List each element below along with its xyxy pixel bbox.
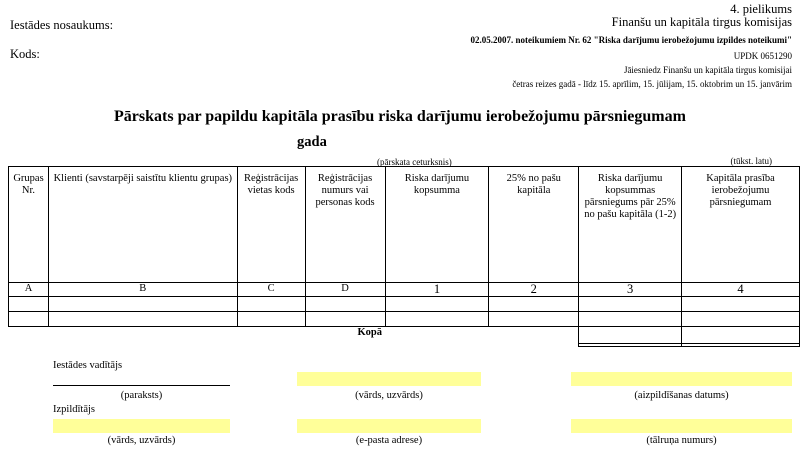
table-cell[interactable]: [305, 297, 385, 312]
table-cell[interactable]: [305, 312, 385, 327]
empty-cell: [305, 344, 385, 347]
table-cell[interactable]: [489, 297, 579, 312]
empty-cell: [48, 344, 237, 347]
executor-email-caption: (e-pasta adrese): [355, 435, 423, 446]
empty-cell: [9, 344, 49, 347]
completion-date-caption: (aizpildīšanas datums): [634, 390, 729, 401]
completion-date-field[interactable]: [571, 372, 792, 386]
table-cell[interactable]: [9, 312, 49, 327]
col-header-capital-requirement: Kapitāla prasība ierobežojumu pārsniegumam: [682, 167, 800, 283]
year-label: gada: [297, 134, 327, 150]
empty-cell: [489, 344, 579, 347]
submission-schedule: četras reizes gadā - līdz 15. aprīlim, 15. jūlijam, 15. oktobrim un 15. janvārim: [512, 79, 792, 89]
table-cell[interactable]: [579, 297, 682, 312]
updk-code: UPDK 0651290: [733, 51, 792, 61]
code-label: Kods:: [10, 47, 40, 61]
total-bottom-row: [9, 344, 800, 347]
col-header-group-no: Grupas Nr.: [9, 167, 49, 283]
institution-name-label: Iestādes nosaukums:: [10, 18, 114, 32]
organization-name: Finanšu un kapitāla tirgus komisijas: [611, 15, 792, 29]
total-excess-cell[interactable]: [579, 327, 682, 344]
signature-line: [53, 385, 230, 386]
table-row: [9, 312, 800, 327]
total-label: Kopā: [357, 327, 383, 338]
col-header-excess: Riska darījumu kopsummas pārsniegums pār 25% no pašu kapitāla (1-2): [579, 167, 682, 283]
executor-email-field[interactable]: [297, 419, 481, 433]
table-cell[interactable]: [48, 312, 237, 327]
units-note: (tūkst. latu): [730, 156, 772, 166]
table-cell[interactable]: [682, 312, 800, 327]
table-code-row: [9, 283, 800, 297]
executor-phone-caption: (tālruņa numurs): [646, 435, 717, 446]
total-capital-cell[interactable]: [682, 327, 800, 344]
col-code: 3: [579, 283, 682, 297]
table-cell[interactable]: [682, 297, 800, 312]
empty-cell: [48, 327, 237, 344]
empty-cell: [9, 327, 49, 344]
empty-cell: [385, 327, 489, 344]
executor-phone-field[interactable]: [571, 419, 792, 433]
table-cell[interactable]: [385, 312, 489, 327]
signature-caption: (paraksts): [120, 390, 163, 401]
table-cell[interactable]: [48, 297, 237, 312]
col-header-own-funds-25: 25% no pašu kapitāla: [489, 167, 579, 283]
head-of-institution-label: Iestādes vadītājs: [53, 360, 123, 371]
submission-recipient: Jāiesniedz Finanšu un kapitāla tirgus komisijai: [623, 65, 792, 75]
col-code: 2: [489, 283, 579, 297]
executor-name-caption: (vārds, uzvārds): [107, 435, 176, 446]
empty-cell: [489, 327, 579, 344]
col-code: A: [9, 283, 49, 297]
col-code: D: [305, 283, 385, 297]
col-code: B: [48, 283, 237, 297]
report-table: [8, 166, 800, 347]
table-cell[interactable]: [489, 312, 579, 327]
col-header-clients: Klienti (savstarpēji saistītu klientu grupas): [48, 167, 237, 283]
col-header-registration-place: Reģistrācijas vietas kods: [237, 167, 305, 283]
col-code: 1: [385, 283, 489, 297]
table-row: [9, 297, 800, 312]
report-title: Pārskats par papildu kapitāla prasību riska darījumu ierobežojumu pārsniegumam: [114, 108, 686, 125]
total-row: [9, 327, 800, 344]
executor-label: Izpildītājs: [53, 404, 95, 415]
table-cell[interactable]: [237, 312, 305, 327]
col-code: 4: [682, 283, 800, 297]
table-cell[interactable]: [579, 312, 682, 327]
period-note: (pārskata ceturksnis): [377, 157, 452, 167]
executor-name-field[interactable]: [53, 419, 230, 433]
table-cell[interactable]: [9, 297, 49, 312]
regulation-reference: 02.05.2007. noteikumiem Nr. 62 "Riska darījumu ierobežojumu izpildes noteikumi": [470, 35, 792, 45]
empty-cell: [237, 344, 305, 347]
annex-number: 4. pielikums: [730, 2, 792, 16]
col-code: C: [237, 283, 305, 297]
table-cell[interactable]: [385, 297, 489, 312]
col-header-registration-number: Reģistrācijas numurs vai personas kods: [305, 167, 385, 283]
empty-cell: [682, 344, 800, 347]
empty-cell: [579, 344, 682, 347]
col-header-risk-total: Riska darījumu kopsumma: [385, 167, 489, 283]
table-header-row: [9, 167, 800, 283]
empty-cell: [385, 344, 489, 347]
head-name-caption: (vārds, uzvārds): [355, 390, 423, 401]
empty-cell: [237, 327, 305, 344]
table-cell[interactable]: [237, 297, 305, 312]
head-name-field[interactable]: [297, 372, 481, 386]
